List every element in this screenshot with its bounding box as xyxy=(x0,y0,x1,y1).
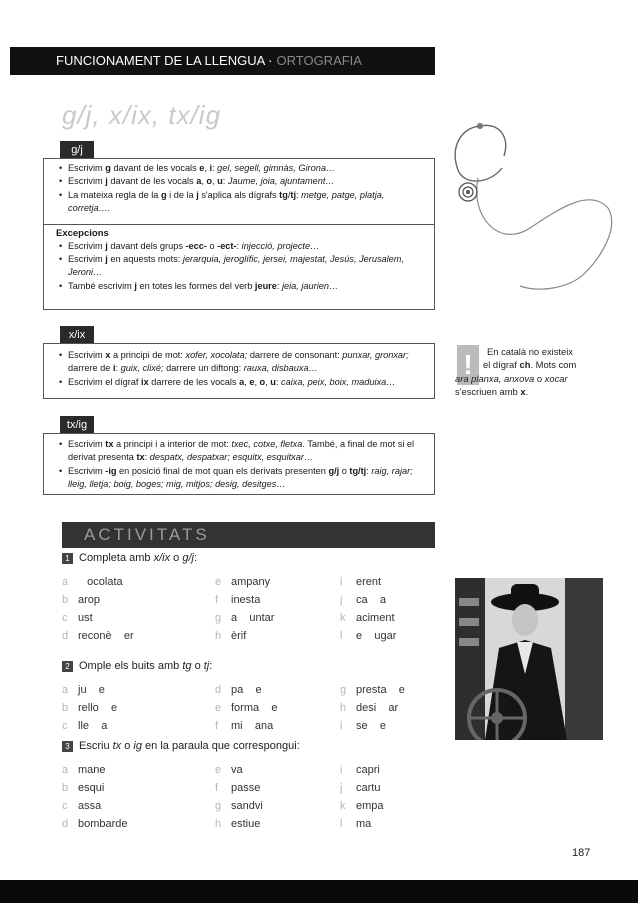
note-line: En català no existeix xyxy=(487,346,573,357)
cowboy-photo xyxy=(455,578,603,740)
rule-list-xix xyxy=(44,344,434,389)
item-letter: j xyxy=(340,594,343,606)
bold-term: o xyxy=(259,376,266,387)
tag-xix: x/ix xyxy=(60,326,94,344)
exercise-item xyxy=(340,576,381,588)
exercise-item xyxy=(340,782,380,794)
item-text: mi ana xyxy=(231,720,274,732)
item-letter: k xyxy=(340,612,346,624)
italic-example: jeia, jaurien… xyxy=(281,280,339,291)
italic-example: caixa, peix, boix, maduixa… xyxy=(281,376,396,387)
exercise-item xyxy=(340,612,395,624)
item-letter: k xyxy=(340,800,346,812)
exercise-item xyxy=(215,594,260,606)
exercise-item xyxy=(215,684,262,696)
italic-example: tg xyxy=(182,660,192,672)
exclamation-icon: ! xyxy=(457,345,479,385)
exercise-item xyxy=(62,800,101,812)
bold-term: o xyxy=(206,176,213,187)
item-text: forma e xyxy=(231,702,278,714)
item-letter: f xyxy=(215,594,219,606)
item-letter: c xyxy=(62,800,68,812)
bold-term: g xyxy=(105,163,111,173)
bold-term: tx xyxy=(105,439,114,449)
exercise-item xyxy=(62,702,117,714)
exercise-item xyxy=(62,720,107,732)
italic-example: g/j xyxy=(182,552,194,564)
bold-term: tj xyxy=(290,189,297,200)
italic-example: raig, rajar; lleig, lletja; boig, boges; mig, mitjos; desig, desitges… xyxy=(68,465,413,490)
item-letter: e xyxy=(215,576,222,588)
rule-item: • Escrivim el dígraf ix darrere de les vocals a, e, o, u: caixa, peix, boix, maduixa… xyxy=(56,376,426,389)
bold-term: j xyxy=(105,254,108,265)
bold-term: g/j xyxy=(328,465,340,476)
rule-item: • Escrivim g davant de les vocals e, i: gel, segell, gimnàs, Girona… xyxy=(56,162,426,175)
item-text: erent xyxy=(356,576,382,588)
section-header-bar xyxy=(10,47,435,75)
exercise-3-heading xyxy=(62,740,300,752)
exercise-item xyxy=(215,720,273,732)
exercise-item xyxy=(62,630,134,642)
italic-example: jerarquia, jeroglífic, jersei, majestat, Jesús, Jerusalem, Jeroni… xyxy=(68,254,405,278)
item-letter: b xyxy=(62,782,69,794)
exercise-item xyxy=(215,630,246,642)
item-letter: j xyxy=(340,782,343,794)
item-text: èrif xyxy=(231,630,247,642)
bold-term: e xyxy=(199,163,205,173)
item-text: rello e xyxy=(78,702,118,714)
item-text: lle a xyxy=(78,720,108,732)
bold-term: a xyxy=(196,176,202,187)
note-line: el dígraf ch. Mots com xyxy=(483,359,577,371)
item-text: esqui xyxy=(78,782,105,794)
rule-item: • Escrivim tx a principi i a interior de mot: txec, cotxe, fletxa. També, a final de mot si el derivat presenta tx: despatx, despatxar; esquitx, esquitxar… xyxy=(56,438,426,465)
exercise-item xyxy=(340,720,386,732)
exercise-item xyxy=(62,684,105,696)
exercise-item xyxy=(62,818,128,830)
item-text: cartu xyxy=(356,782,381,794)
note-line: ara planxa, anxova o xocar xyxy=(455,372,568,384)
bold-term: tg/tj xyxy=(349,465,367,476)
bold-term: j xyxy=(105,176,108,187)
exercise-instruction: Escriu tx o ig en la paraula que correspongui: xyxy=(79,740,300,752)
item-letter: a xyxy=(62,576,69,588)
rule-list-txig xyxy=(44,434,434,492)
item-letter: i xyxy=(340,720,343,732)
bold-term: x xyxy=(105,350,111,360)
bold-term: i xyxy=(112,363,116,374)
tag-gj: g/j xyxy=(60,141,94,159)
bold-term: -ecc- xyxy=(185,240,207,251)
item-letter: i xyxy=(340,764,343,776)
item-text: ca a xyxy=(356,594,386,606)
item-text: se e xyxy=(356,720,386,732)
exercise-item xyxy=(62,782,104,794)
item-text: e ugar xyxy=(356,630,397,642)
exceptions-title: Excepcions xyxy=(56,227,109,239)
bold-term: j xyxy=(196,189,199,200)
item-letter: e xyxy=(215,764,222,776)
item-text: empa xyxy=(356,800,384,812)
item-letter: d xyxy=(62,818,69,830)
item-letter: a xyxy=(62,684,69,696)
rule-item: • També escrivim j en totes les formes del verb jeure: jeia, jaurien… xyxy=(56,280,426,293)
italic-example: metge, patge, platja, corretja…. xyxy=(68,189,385,214)
item-letter: l xyxy=(340,818,343,830)
italic-example: punxar, gronxar; xyxy=(342,350,409,360)
exceptions-list xyxy=(56,240,426,294)
item-text: estiue xyxy=(231,818,261,830)
rule-item: • Escrivim j en aquests mots: jerarquia, jeroglífic, jersei, majestat, Jesús, Jerusalem, Jeroni… xyxy=(56,253,426,280)
italic-example: despatx, despatxar; esquitx, esquitxar… xyxy=(149,452,314,463)
item-letter: h xyxy=(215,630,222,642)
item-text: aciment xyxy=(356,612,395,624)
bold-term: i xyxy=(209,163,213,173)
bold-term: ch xyxy=(519,359,531,371)
item-letter: e xyxy=(215,702,222,714)
bold-term: tg xyxy=(279,189,288,200)
exercise-number: 3 xyxy=(62,741,73,752)
item-letter: f xyxy=(215,720,219,732)
exercise-item xyxy=(340,702,398,714)
italic-example: ara planxa, anxova xyxy=(455,372,535,384)
exercise-item xyxy=(215,818,260,830)
item-letter: d xyxy=(62,630,69,642)
bold-term: j xyxy=(134,280,137,291)
item-text: ampany xyxy=(231,576,271,588)
bold-term: ix xyxy=(141,376,149,387)
rule-item: • Escrivim j davant dels grups -ecc- o -ect-: injecció, projecte… xyxy=(56,240,426,253)
exercise-item xyxy=(340,594,386,606)
item-letter: c xyxy=(62,612,68,624)
exercise-instruction: Omple els buits amb tg o tj: xyxy=(79,660,213,672)
bold-term: u xyxy=(270,376,276,387)
italic-example: guix, clixé; xyxy=(120,363,164,374)
item-text: ust xyxy=(78,612,93,624)
item-text: mane xyxy=(78,764,106,776)
item-text: assa xyxy=(78,800,102,812)
item-letter: g xyxy=(215,612,222,624)
exercise-number: 1 xyxy=(62,553,73,564)
italic-example: tj xyxy=(203,660,210,672)
note-text xyxy=(455,345,597,399)
tag-txig: tx/ig xyxy=(60,416,94,434)
page-number: 187 xyxy=(572,847,591,859)
bottom-bar xyxy=(0,880,638,903)
exercise-number: 2 xyxy=(62,661,73,672)
italic-example: tx xyxy=(112,740,122,752)
exercise-item xyxy=(340,818,371,830)
exercise-item xyxy=(215,800,263,812)
item-letter: b xyxy=(62,594,69,606)
page-title: g/j, x/ix, tx/ig xyxy=(62,100,222,130)
exercise-item xyxy=(340,764,380,776)
bold-term: a xyxy=(239,376,245,387)
bold-term: u xyxy=(217,176,223,187)
item-text: va xyxy=(231,764,243,776)
note-line: s'escriuen amb x. xyxy=(455,386,529,398)
exercise-item xyxy=(62,612,93,624)
item-text: a untar xyxy=(231,612,275,624)
exercise-item xyxy=(215,764,243,776)
bold-term: tx xyxy=(136,452,145,463)
bold-term: g xyxy=(160,189,167,200)
exercise-item xyxy=(215,576,270,588)
exercise-item xyxy=(340,684,405,696)
item-letter: a xyxy=(62,764,69,776)
rule-item: • Escrivim j davant de les vocals a, o, u: Jaume, joia, ajuntament… xyxy=(56,175,426,188)
rule-box-txig xyxy=(43,433,435,495)
stethoscope-illustration xyxy=(440,108,620,298)
italic-example: Jaume, joia, ajuntament… xyxy=(227,176,335,187)
italic-example: injecció, projecte… xyxy=(241,240,320,251)
item-letter: h xyxy=(215,818,222,830)
exercise-instruction: Completa amb x/ix o g/j: xyxy=(79,552,198,564)
item-letter: h xyxy=(340,702,347,714)
item-text: inesta xyxy=(231,594,261,606)
bold-term: j xyxy=(105,240,108,251)
rule-box-gj xyxy=(43,158,435,310)
exercise-item xyxy=(215,782,260,794)
activities-bar: ACTIVITATS xyxy=(62,522,435,548)
item-text: passe xyxy=(231,782,261,794)
exercise-item xyxy=(215,702,277,714)
item-text: ocolata xyxy=(78,576,123,588)
item-letter: f xyxy=(215,782,219,794)
italic-example: rauxa, disbauxa… xyxy=(243,363,318,374)
item-text: desi ar xyxy=(356,702,399,714)
exercise-item xyxy=(340,800,384,812)
italic-example: xofer, xocolata; xyxy=(185,350,248,360)
item-text: bombarde xyxy=(78,818,128,830)
item-text: reconè er xyxy=(78,630,134,642)
item-letter: c xyxy=(62,720,68,732)
item-letter: d xyxy=(215,684,222,696)
exercise-item xyxy=(62,764,106,776)
italic-example: gel, segell, gimnàs, Girona… xyxy=(217,163,336,173)
exercise-item xyxy=(62,594,100,606)
exercise-item xyxy=(340,630,396,642)
section-header-subtitle: ORTOGRAFIA xyxy=(276,53,362,68)
rule-box-xix xyxy=(43,343,435,399)
rule-item: • Escrivim -ig en posició final de mot quan els derivats presenten g/j o tg/tj: raig, rajar; lleig, lletja; boig, boges; mig, mitjos; desig, desitges… xyxy=(56,465,426,492)
bold-term: x xyxy=(520,386,526,398)
rule-item: • La mateixa regla de la g i de la j s'aplica als dígrafs tg/tj: metge, patge, platja, corretja…. xyxy=(56,189,426,216)
exercise-2-heading xyxy=(62,660,212,672)
item-letter: b xyxy=(62,702,69,714)
bold-term: jeure xyxy=(254,280,277,291)
item-text: presta e xyxy=(356,684,405,696)
item-letter: g xyxy=(215,800,222,812)
item-text: ma xyxy=(356,818,372,830)
item-letter: l xyxy=(340,630,343,642)
italic-example: xocar xyxy=(544,372,568,384)
note-box xyxy=(455,345,597,407)
item-text: capri xyxy=(356,764,380,776)
exercise-item xyxy=(215,612,274,624)
item-letter: g xyxy=(340,684,347,696)
bold-term: -ect- xyxy=(217,240,237,251)
item-letter: i xyxy=(340,576,343,588)
item-text: arop xyxy=(78,594,101,606)
rule-item: • Escrivim x a principi de mot: xofer, xocolata; darrere de consonant: punxar, gronxar; darrere de i: guix, clixé; darrere un diftong: rauxa, disbauxa… xyxy=(56,349,426,376)
exercise-1-heading xyxy=(62,552,197,564)
item-text: ju e xyxy=(78,684,105,696)
item-text: pa e xyxy=(231,684,262,696)
bold-term: e xyxy=(249,376,255,387)
italic-example: x/ix xyxy=(153,552,171,564)
rule-list-gj xyxy=(44,159,434,220)
section-header-title: FUNCIONAMENT DE LA LLENGUA · xyxy=(56,53,273,68)
exercise-item xyxy=(62,576,123,588)
bold-term: -ig xyxy=(105,465,117,476)
italic-example: ig xyxy=(133,740,142,752)
italic-example: txec, cotxe, fletxa. xyxy=(231,439,305,449)
item-text: sandvi xyxy=(231,800,263,812)
